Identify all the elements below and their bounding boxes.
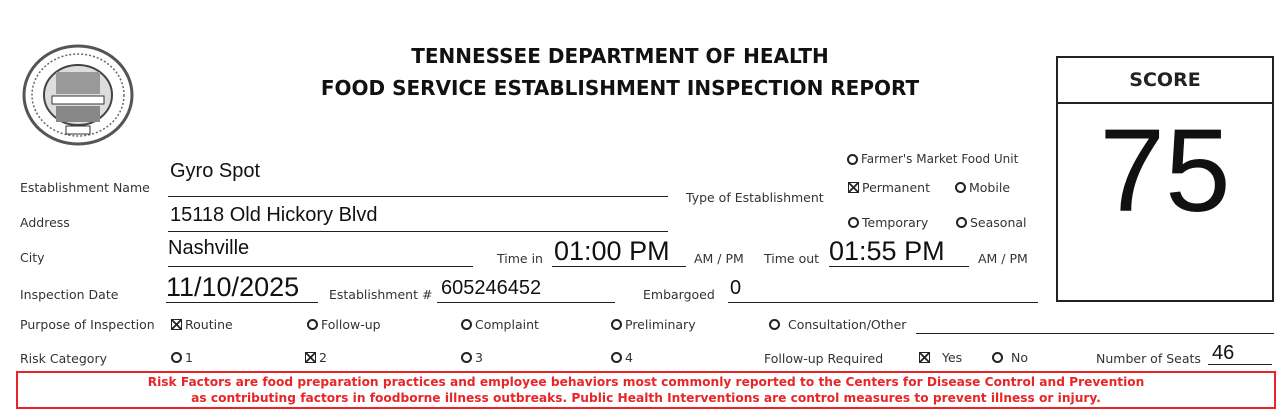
establishment-number-label: Establishment # [329,287,433,302]
number-of-seats-value[interactable]: 46 [1212,342,1235,364]
radio-icon [847,154,858,165]
risk-category-2-option[interactable] [305,350,327,365]
radio-icon [611,319,622,330]
embargoed-value[interactable]: 0 [730,277,742,299]
risk-category-4-option[interactable] [611,350,633,365]
report-title-line2: FOOD SERVICE ESTABLISHMENT INSPECTION REPORT [320,76,920,100]
number-of-seats-line [1208,364,1272,365]
option-label: Complaint [475,317,539,332]
checked-x-icon [919,352,930,363]
establishment-name-line [168,196,668,197]
establishment-name-label: Establishment Name [20,180,150,195]
banner-line2: as contributing factors in foodborne illness outbreaks. Public Health Interventions are control measures to prevent illness or injury. [191,391,1101,405]
establishment-number-line [437,302,615,303]
score-label: SCORE [1058,58,1272,104]
city-value[interactable]: Nashville [168,237,250,259]
inspection-date-value[interactable]: 11/10/2025 [166,272,300,302]
time-out-value[interactable]: 01:55 PM [829,236,945,266]
option-label: Preliminary [625,317,696,332]
radio-icon [307,319,318,330]
address-line [168,231,668,232]
type-farmers-market-option[interactable] [847,152,1018,166]
score-box [1056,56,1274,302]
follow-up-required-label: Follow-up Required [764,351,884,366]
radio-icon [171,352,182,363]
radio-icon [461,319,472,330]
follow-up-yes-option[interactable] [919,350,962,365]
option-label: No [1011,350,1028,365]
type-of-establishment-label: Type of Establishment [686,190,824,205]
state-seal-icon [22,44,134,146]
option-label: Routine [185,317,233,332]
purpose-preliminary-option[interactable] [611,317,696,332]
purpose-routine-option[interactable] [171,317,233,332]
time-out-label: Time out [764,251,820,266]
option-label: Temporary [862,215,929,230]
option-label: 4 [625,350,633,365]
type-mobile-option[interactable] [955,180,1010,195]
option-label: Yes [942,350,963,365]
type-temporary-option[interactable] [848,215,928,230]
embargoed-label: Embargoed [643,287,715,302]
risk-factors-banner [16,371,1276,409]
radio-icon [955,182,966,193]
purpose-of-inspection-label: Purpose of Inspection [20,317,155,332]
time-in-ampm: AM / PM [694,251,744,266]
time-in-label: Time in [497,251,543,266]
score-value: 75 [1099,105,1231,237]
purpose-complaint-option[interactable] [461,317,539,332]
city-line [168,266,473,267]
time-out-line [829,266,969,267]
option-label: 1 [185,350,193,365]
radio-icon [769,319,780,330]
inspection-date-line [166,302,318,303]
option-label: Consultation/Other [788,317,907,332]
city-label: City [20,250,45,265]
option-label: Farmer's Market Food Unit [861,152,1019,166]
embargoed-line [728,302,1038,303]
type-seasonal-option[interactable] [956,215,1027,230]
radio-icon [611,352,622,363]
time-in-line [552,266,686,267]
checked-x-icon [305,352,316,363]
time-in-value[interactable]: 01:00 PM [554,236,670,266]
option-label: 2 [319,350,327,365]
option-label: 3 [475,350,483,365]
consultation-other-line [916,333,1274,334]
report-title-line1: TENNESSEE DEPARTMENT OF HEALTH [411,44,829,68]
banner-line1: Risk Factors are food preparation practices and employee behaviors most commonly reported to the Centers for Disease Control and Prevention [147,375,1145,389]
risk-category-1-option[interactable] [171,350,193,365]
time-out-ampm: AM / PM [978,251,1028,266]
radio-icon [848,217,859,228]
establishment-name-value[interactable]: Gyro Spot [170,160,261,182]
option-label: Follow-up [321,317,381,332]
follow-up-no-option[interactable] [992,350,1028,365]
establishment-number-value[interactable]: 605246452 [441,277,542,299]
risk-category-label: Risk Category [20,351,107,366]
type-permanent-option[interactable] [848,180,930,195]
purpose-consultation-option[interactable] [769,317,906,332]
option-label: Mobile [969,180,1011,195]
checked-x-icon [848,182,859,193]
radio-icon [461,352,472,363]
checked-x-icon [171,319,182,330]
radio-icon [956,217,967,228]
number-of-seats-label: Number of Seats [1096,351,1201,366]
option-label: Seasonal [970,215,1027,230]
address-value[interactable]: 15118 Old Hickory Blvd [170,204,378,226]
address-label: Address [20,215,70,230]
inspection-date-label: Inspection Date [20,287,119,302]
purpose-follow-up-option[interactable] [307,317,381,332]
radio-icon [992,352,1003,363]
risk-category-3-option[interactable] [461,350,483,365]
option-label: Permanent [862,180,930,195]
